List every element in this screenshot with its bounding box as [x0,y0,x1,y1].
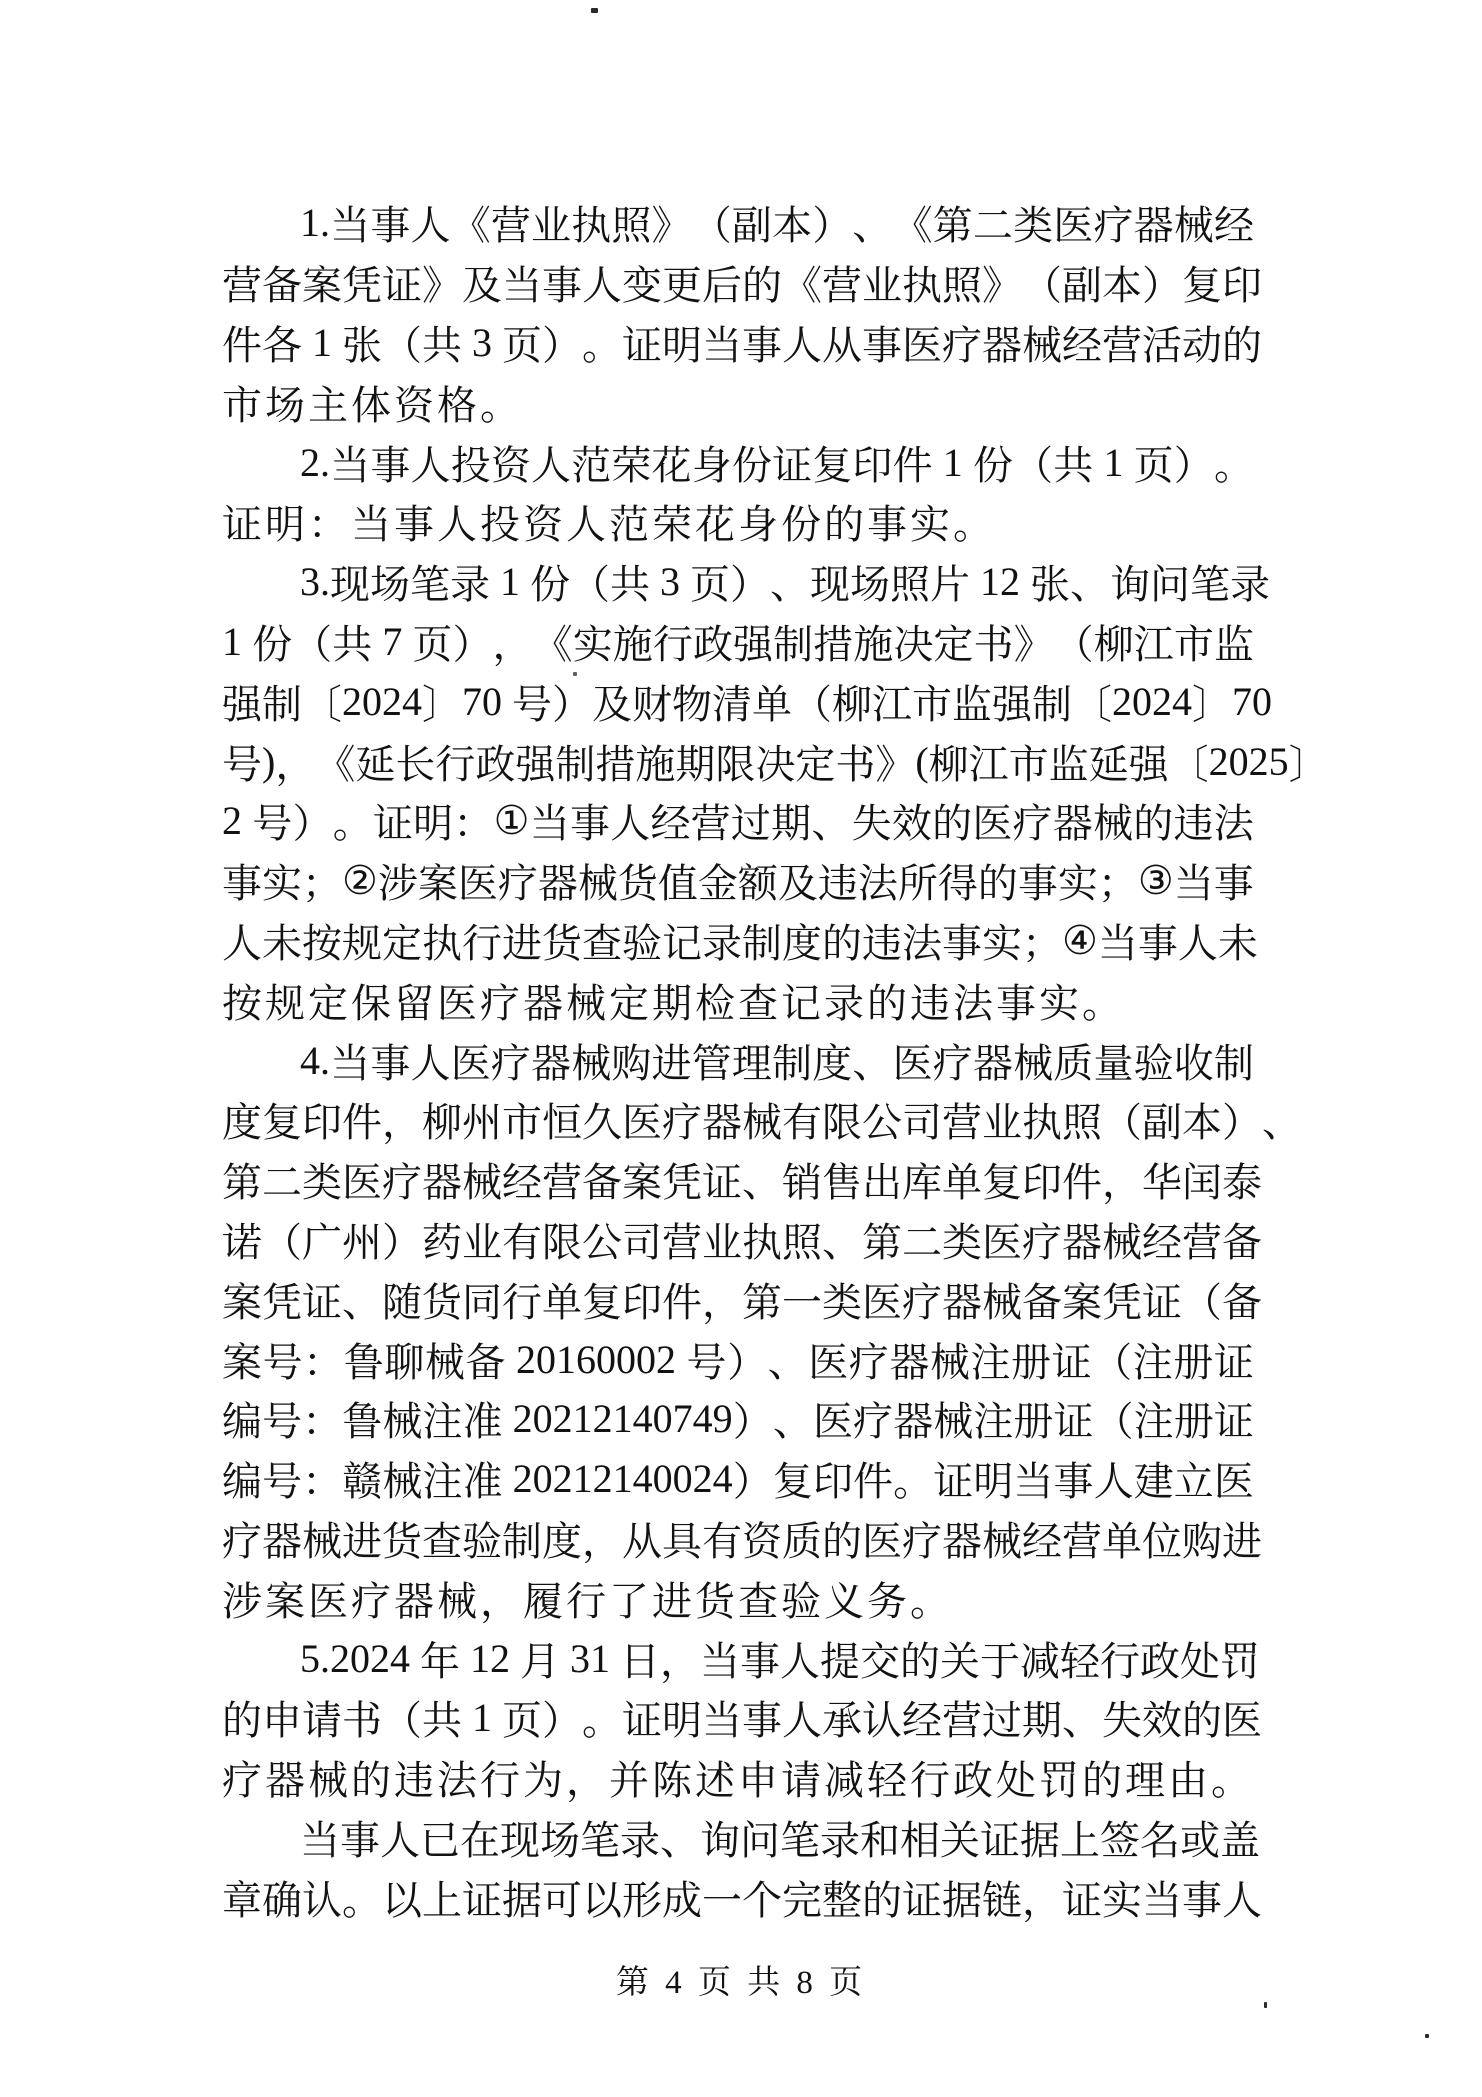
text-line: 涉案医疗器械，履行了进货查验义务。 [222,1578,953,1624]
text-line: 案 号 ： 鲁 聊 械 备 20160002 号 ） 、 医 疗 器 械 注 册 证 （ 注 册 证 [222,1336,1254,1385]
text-line: 诺 （ 广 州 ） 药 业 有 限 公 司 营 业 执 照 、 第 二 类 医 疗 器 械 经 营 备 [222,1219,1262,1265]
text-line: 营 备 案 凭 证 》 及 当 事 人 变 更 后 的 《 营 业 执 照 》 （ 副 本 ） 复 印 [222,263,1262,309]
text-line: 的 申 请 书 （ 共 1 页 ） 。 证 明 当 事 人 承 认 经 营 过 期 、 失 效 的 医 [222,1695,1262,1744]
text-line: 1 份 （ 共 7 页 ） ， 《 实 施 行 政 强 制 措 施 决 定 书 》 （ 柳 江 市 监 [222,618,1254,667]
text-line: 1. 当 事 人 《 营 业 执 照 》 （ 副 本 ） 、 《 第 二 类 医 疗 器 械 经 [300,200,1254,249]
text-line: 市场主体资格。 [222,382,523,428]
text-line: 度 复 印 件 ， 柳 州 市 恒 久 医 疗 器 械 有 限 公 司 营 业 执 照 （ 副 本 ） 、 [222,1100,1302,1146]
page-footer: 第 4 页 共 8 页 [615,1965,867,2001]
text-line: 第 二 类 医 疗 器 械 经 营 备 案 凭 证 、 销 售 出 库 单 复 印 件 ， 华 闰 泰 [222,1160,1262,1206]
text-line: 章 确 认 。 以 上 证 据 可 以 形 成 一 个 完 整 的 证 据 链 ， 证 实 当 事 人 [222,1877,1262,1923]
text-line: 4. 当 事 人 医 疗 器 械 购 进 管 理 制 度 、 医 疗 器 械 质 量 验 收 制 [300,1037,1254,1086]
text-line: 编 号 ： 鲁 械 注 准 20212140749 ） 、 医 疗 器 械 注 册 证 （ 注 册 证 [222,1396,1254,1445]
scan-speck [1264,2002,1267,2008]
text-line: 按规定保留医疗器械定期检查记录的违法事实。 [222,980,1125,1026]
text-line: 事 实 ； ② 涉 案 医 疗 器 械 货 值 金 额 及 违 法 所 得 的 事 实 ； ③ 当 事 [222,858,1254,907]
text-line: 2 号 ） 。 证 明 ： ① 当 事 人 经 营 过 期 、 失 效 的 医 疗 器 械 的 违 法 [222,798,1254,847]
text-line: 案 凭 证 、 随 货 同 行 单 复 印 件 ， 第 一 类 医 疗 器 械 备 案 凭 证 （ 备 [222,1279,1262,1325]
text-line: 3. 现 场 笔 录 1 份 （ 共 3 页 ） 、 现 场 照 片 12 张 、 询 问 笔 录 [300,559,1270,608]
text-line: 疗器械的违法行为，并陈述申请减轻行政处罚的理由。 [222,1758,1254,1804]
text-line: 疗 器 械 进 货 查 验 制 度 ， 从 具 有 资 质 的 医 疗 器 械 经 营 单 位 购 进 [222,1518,1262,1564]
scan-speck [591,8,598,13]
text-line: 证明：当事人投资人范荣花身份的事实。 [222,502,996,548]
text-line: 当 事 人 已 在 现 场 笔 录 、 询 问 笔 录 和 相 关 证 据 上 签 名 或 盖 [300,1817,1260,1863]
text-line: 号 ) ， 《 延 长 行 政 强 制 措 施 期 限 决 定 书 》 ( 柳 江 市 监 延 强 〔 2025 〕 [222,738,1329,787]
text-line: 强 制 〔 2024 〕 70 号 ） 及 财 物 清 单 （ 柳 江 市 监 强 制 〔 2024 〕 70 [222,678,1272,727]
text-line: 2. 当 事 人 投 资 人 范 荣 花 身 份 证 复 印 件 1 份 （ 共 1 页 ） 。 [300,439,1254,488]
document-body [222,193,1329,1927]
text-line: 件 各 1 张 （ 共 3 页 ） 。 证 明 当 事 人 从 事 医 疗 器 械 经 营 活 动 的 [222,319,1262,368]
text-line: 5.2024 年 12 月 31 日 ， 当 事 人 提 交 的 关 于 减 轻 行 政 处 罚 [300,1635,1260,1684]
scan-speck [573,672,577,676]
text-line: 人 未 按 规 定 执 行 进 货 查 验 记 录 制 度 的 违 法 事 实 ； ④ 当 事 人 未 [222,917,1258,966]
scan-speck [1425,2034,1429,2038]
text-line: 编 号 ： 赣 械 注 准 20212140024 ） 复 印 件 。 证 明 当 事 人 建 立 医 [222,1456,1254,1505]
